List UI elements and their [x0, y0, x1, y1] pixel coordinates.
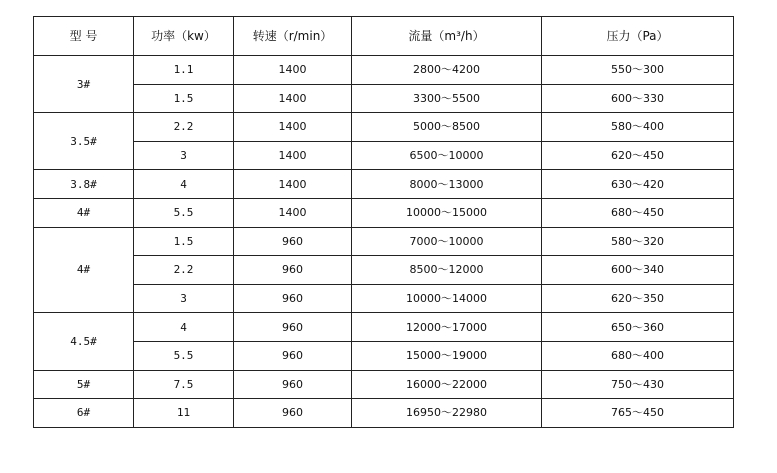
table-row — [34, 198, 734, 227]
power-cell: 5.5 — [134, 198, 234, 227]
speed-cell: 960 — [234, 370, 352, 399]
table-row — [34, 141, 734, 170]
table-row — [34, 56, 734, 85]
flow-cell: 3300～5500 — [352, 84, 542, 113]
flow-cell: 8500～12000 — [352, 256, 542, 285]
flow-cell: 6500～10000 — [352, 141, 542, 170]
speed-cell: 960 — [234, 399, 352, 428]
power-cell: 3 — [134, 141, 234, 170]
table-row — [34, 313, 734, 342]
flow-cell: 10000～14000 — [352, 284, 542, 313]
model-cell: 6# — [34, 399, 134, 428]
flow-cell: 2800～4200 — [352, 56, 542, 85]
flow-cell: 5000～8500 — [352, 113, 542, 142]
model-cell: 4.5# — [34, 313, 134, 370]
speed-cell: 1400 — [234, 198, 352, 227]
header-flow: 流量（m³/h） — [352, 17, 542, 56]
pressure-cell: 600～330 — [542, 84, 734, 113]
speed-cell: 1400 — [234, 141, 352, 170]
model-cell: 4# — [34, 198, 134, 227]
power-cell: 1.5 — [134, 84, 234, 113]
speed-cell: 960 — [234, 284, 352, 313]
pressure-cell: 750～430 — [542, 370, 734, 399]
speed-cell: 960 — [234, 341, 352, 370]
pressure-cell: 620～450 — [542, 141, 734, 170]
power-cell: 2.2 — [134, 256, 234, 285]
power-cell: 5.5 — [134, 341, 234, 370]
pressure-cell: 580～400 — [542, 113, 734, 142]
pressure-cell: 765～450 — [542, 399, 734, 428]
pressure-cell: 680～450 — [542, 198, 734, 227]
pressure-cell: 550～300 — [542, 56, 734, 85]
fan-spec-table — [33, 16, 734, 428]
pressure-cell: 630～420 — [542, 170, 734, 199]
model-cell: 5# — [34, 370, 134, 399]
table-row — [34, 113, 734, 142]
speed-cell: 960 — [234, 227, 352, 256]
table-row — [34, 399, 734, 428]
header-power: 功率（kw） — [134, 17, 234, 56]
power-cell: 11 — [134, 399, 234, 428]
header-model: 型 号 — [34, 17, 134, 56]
model-cell: 4# — [34, 227, 134, 313]
power-cell: 4 — [134, 170, 234, 199]
power-cell: 7.5 — [134, 370, 234, 399]
table-row — [34, 284, 734, 313]
power-cell: 1.1 — [134, 56, 234, 85]
pressure-cell: 600～340 — [542, 256, 734, 285]
table-row — [34, 84, 734, 113]
header-pressure: 压力（Pa） — [542, 17, 734, 56]
pressure-cell: 680～400 — [542, 341, 734, 370]
speed-cell: 1400 — [234, 56, 352, 85]
power-cell: 1.5 — [134, 227, 234, 256]
power-cell: 4 — [134, 313, 234, 342]
speed-cell: 960 — [234, 313, 352, 342]
flow-cell: 16000～22000 — [352, 370, 542, 399]
power-cell: 2.2 — [134, 113, 234, 142]
pressure-cell: 650～360 — [542, 313, 734, 342]
flow-cell: 10000～15000 — [352, 198, 542, 227]
table-row — [34, 256, 734, 285]
power-cell: 3 — [134, 284, 234, 313]
header-speed: 转速（r/min） — [234, 17, 352, 56]
speed-cell: 960 — [234, 256, 352, 285]
model-cell: 3.8# — [34, 170, 134, 199]
table-row — [34, 370, 734, 399]
table-header-row — [34, 17, 734, 56]
model-cell: 3.5# — [34, 113, 134, 170]
speed-cell: 1400 — [234, 170, 352, 199]
flow-cell: 16950～22980 — [352, 399, 542, 428]
pressure-cell: 580～320 — [542, 227, 734, 256]
table-row — [34, 341, 734, 370]
speed-cell: 1400 — [234, 113, 352, 142]
table-row — [34, 170, 734, 199]
flow-cell: 8000～13000 — [352, 170, 542, 199]
flow-cell: 15000～19000 — [352, 341, 542, 370]
model-cell: 3# — [34, 56, 134, 113]
table-row — [34, 227, 734, 256]
flow-cell: 12000～17000 — [352, 313, 542, 342]
flow-cell: 7000～10000 — [352, 227, 542, 256]
pressure-cell: 620～350 — [542, 284, 734, 313]
speed-cell: 1400 — [234, 84, 352, 113]
